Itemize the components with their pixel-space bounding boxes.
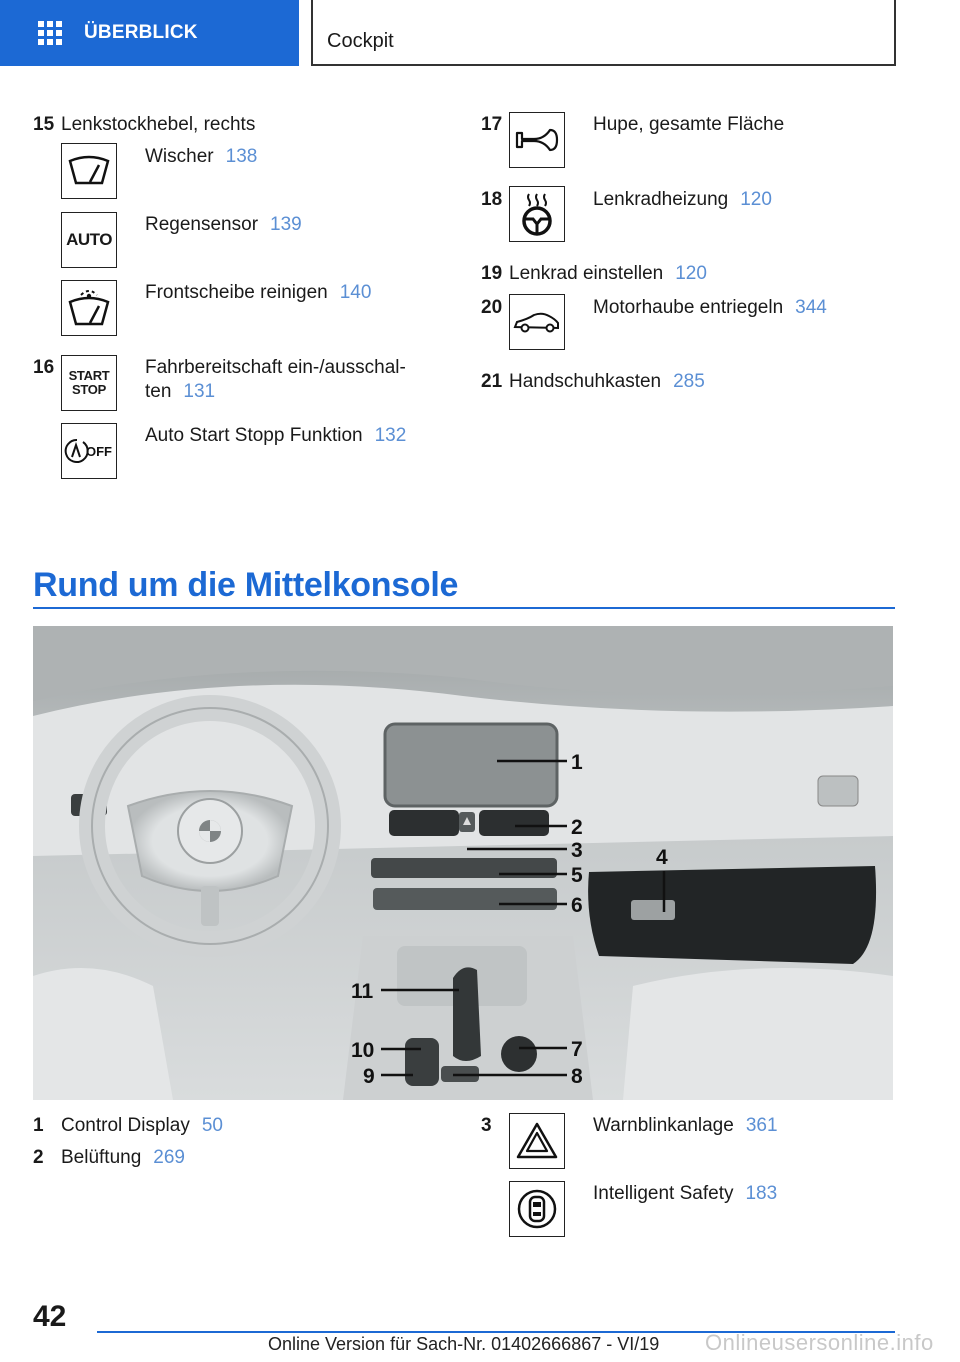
- page-number: 42: [33, 1300, 67, 1333]
- steering-heat-icon: [509, 186, 565, 242]
- item-number: 15: [33, 114, 55, 135]
- page-ref-link[interactable]: 285: [673, 371, 705, 392]
- wiper-entry: Wischer 138: [145, 146, 258, 167]
- callout-8: 8: [571, 1065, 583, 1088]
- item-number: 21: [481, 371, 503, 392]
- page-ref-link[interactable]: 183: [745, 1183, 778, 1204]
- item-number: 19: [481, 263, 503, 284]
- callout-7: 7: [571, 1038, 583, 1061]
- callout-2: 2: [571, 816, 583, 839]
- item-number: 20: [481, 297, 503, 318]
- steering-heat-entry: Lenkradheizung 120: [593, 189, 772, 210]
- callout-11: 11: [351, 980, 374, 1003]
- ventilation-entry: Belüftung 269: [61, 1147, 185, 1168]
- callout-9: 9: [363, 1065, 375, 1088]
- washer-icon: [61, 280, 117, 336]
- item-number: 16: [33, 357, 55, 378]
- section-title: Rund um die Mittelkonsole: [33, 566, 459, 604]
- horn-entry: Hupe, gesamte Fläche: [593, 114, 785, 135]
- svg-text:OFF: OFF: [86, 444, 112, 459]
- auto-icon: AUTO: [61, 212, 117, 268]
- hood-release-entry: Motorhaube entriegeln 344: [593, 297, 827, 318]
- control-display-entry: Control Display 50: [61, 1115, 223, 1136]
- page-ref-link[interactable]: 120: [675, 263, 707, 284]
- item-number: 17: [481, 114, 503, 135]
- start-stop-icon: START STOP: [61, 355, 117, 411]
- section-divider: [33, 607, 895, 609]
- auto-start-stop-off-icon: [61, 423, 117, 479]
- steering-adjust-entry: Lenkrad einstellen 120: [509, 263, 707, 284]
- watermark: Onlineusersonline.info: [705, 1330, 934, 1355]
- page-ref-link[interactable]: 50: [201, 1115, 223, 1136]
- glovebox-entry: Handschuhkasten 285: [509, 371, 705, 392]
- page-ref-link[interactable]: 361: [745, 1115, 778, 1136]
- callout-5: 5: [571, 864, 583, 887]
- footer-text: Online Version für Sach-Nr. 01402666867 - VI/19: [268, 1334, 660, 1354]
- intelligent-safety-entry: Intelligent Safety 183: [593, 1183, 778, 1204]
- wiper-icon: [61, 143, 117, 199]
- item-label: Lenkstockhebel, rechts: [61, 114, 256, 135]
- callout-4: 4: [656, 846, 668, 869]
- page-ref-link[interactable]: 140: [339, 282, 372, 303]
- hazard-entry: Warnblinkanlage 361: [593, 1115, 778, 1136]
- page-ref-link[interactable]: 344: [795, 297, 827, 318]
- start-stop-entry: Fahrbereitschaft ein-/ausschal- ten 131: [145, 357, 406, 402]
- callout-6: 6: [571, 894, 583, 917]
- grid-icon: [38, 21, 66, 45]
- auto-start-stop-entry: Auto Start Stopp Funktion 132: [145, 425, 407, 446]
- callout-3: 3: [571, 839, 583, 862]
- washer-entry: Frontscheibe reinigen 140: [145, 282, 372, 303]
- item-number: 1: [33, 1115, 44, 1136]
- callout-10: 10: [351, 1039, 375, 1062]
- center-console-illustration: [33, 626, 893, 1100]
- item-number: 2: [33, 1147, 44, 1168]
- chapter-title: Cockpit: [311, 0, 896, 66]
- callout-1: 1: [571, 751, 583, 774]
- horn-icon: [509, 112, 565, 168]
- page-ref-link[interactable]: 139: [270, 214, 302, 235]
- item-number: 18: [481, 189, 503, 210]
- page-ref-link[interactable]: 132: [374, 425, 407, 446]
- item-number: 3: [481, 1115, 492, 1136]
- intelligent-safety-icon: [509, 1181, 565, 1237]
- page-ref-link[interactable]: 120: [740, 189, 772, 210]
- page-ref-link[interactable]: 269: [153, 1147, 185, 1168]
- hazard-icon: [509, 1113, 565, 1169]
- overview-tab-label: ÜBERBLICK: [84, 22, 198, 43]
- page-ref-link[interactable]: 138: [225, 146, 258, 167]
- page-ref-link[interactable]: 131: [183, 381, 216, 402]
- overview-tab[interactable]: [0, 0, 299, 66]
- rain-sensor-entry: Regensensor 139: [145, 214, 302, 235]
- hood-release-icon: [509, 294, 565, 350]
